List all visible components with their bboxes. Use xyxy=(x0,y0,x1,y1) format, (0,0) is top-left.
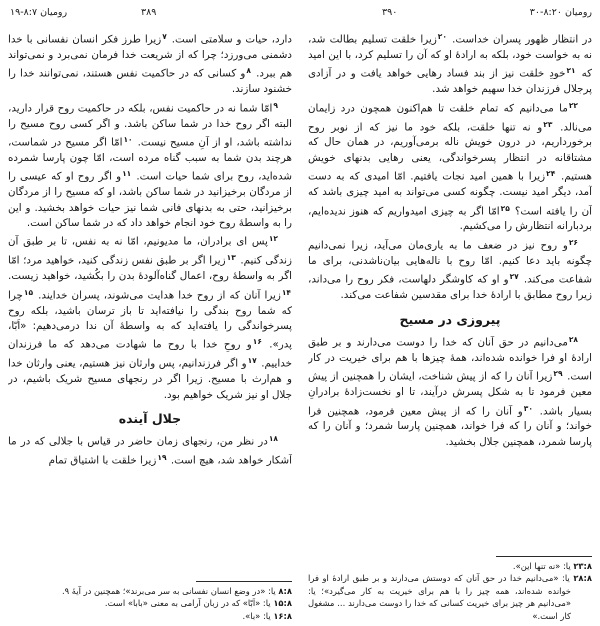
scripture-paragraph: $^{۱۸}$در نظر من، رنجهای زمان حاضر در قیاس با جلالی که در ما آشکار خواهد شد، هیچ است. $^{۱۹}$زیرا خلقت با اشتیاق تمام xyxy=(8,434,292,467)
scripture-paragraph: دارد، حیات و سلامتی است. $^۷$زیرا طرز فکر انسان نفسانی با خدا دشمنی می‌ورزد؛ چرا که از شریعت خدا فرمان نمی‌برد و نمی‌تواند هم ببرد. $^۸$و کسانی که در حاکمیت نفس هستند، نمی‌توانند خدا را خشنود سازند. xyxy=(8,32,292,96)
verse-number: ۱۴ xyxy=(281,287,291,297)
footnote: ۸:۸ یا: «در وضع انسان نفسانی به سر می‌برند»؛ همچنین در آیۀ ۹. xyxy=(61,585,292,596)
footnote-reference: ۲۸:۸ xyxy=(573,573,592,584)
verse-number: ۱۳ xyxy=(226,253,236,263)
verse-number: ۷ xyxy=(162,32,167,41)
verse-number: ۱۵ xyxy=(23,287,34,297)
scripture-paragraph: $^{۱۲}$پس ای برادران، ما مدیونیم، امّا نه به نفس، تا بر طبق آن زندگی کنیم. $^{۱۳}$زیرا اگر بر طبق نفس زندگی کنید، خواهید مرد؛ امّا اگر به واسطۀ روح، اعمال گناه‌آلودۀ بدن را بکُشید، خواهید زیست. $^{۱۴}$زیرا آنان که از روح خدا هدایت می‌شوند، پسران خدایند. $^{۱۵}$چرا که شما روح بندگی را نیافته‌اید تا باز ترسان باشید، بلکه روح پسرخواندگی را یافته‌اید که به واسطۀ آن ندا درمی‌دهیم: «اَبّا، پدر». $^{۱۶}$و روحِ خدا با روح ما شهادت می‌دهد که ما فرزندان خداییم. $^{۱۷}$و اگر فرزندانیم، پس وارثان نیز هستیم، یعنی وارثان خدا و هم‌ارث با مسیح. زیرا اگر در رنجهای مسیح شریک باشیم، در جلال او نیز شریک خواهیم بود. xyxy=(8,234,292,401)
verse-number: ۱۲ xyxy=(268,234,278,244)
verse-number: ۱۶ xyxy=(252,337,262,347)
verse-number: ۸ xyxy=(246,66,251,76)
verse-number: ۲۵ xyxy=(500,203,510,213)
verse-number: ۱۷ xyxy=(247,356,257,366)
section-heading: پیروزی در مسیح xyxy=(399,311,501,327)
footnote-reference: ۱۶:۸ xyxy=(273,610,292,621)
footnote-reference: ۲۳:۸ xyxy=(573,560,592,571)
verse-number: ۲۳ xyxy=(543,119,553,129)
running-head-right-reference: رومیان ۸:۲۰-۳۰ xyxy=(529,7,592,18)
left-page-column xyxy=(8,29,292,622)
page-number-left: ۳۸۹ xyxy=(141,7,157,18)
scripture-paragraph: $^{۲۲}$ما می‌دانیم که تمام خلقت تا هم‌اکنون همچون درد زایمان می‌نالد. $^{۲۳}$و نه تنها خلقت، بلکه خود ما نیز که از نوبر روح برخورداریم، در درون خویش ناله برمی‌آوریم، در همان حال که مشتاقانه در انتظار پسرخواندگی، یعنی رهایی بدنهای خویش هستیم. $^{۲۴}$زیرا با همین امید نجات یافتیم. امّا امیدی که به دست آمد، دیگر امید نیست. چگونه کسی می‌تواند به امید چیزی باشد که آن را یافته است؟ $^{۲۵}$امّا اگر به چیزی امیدواریم که هنوز ندیده‌ایم، بردبارانه انتظارش را می‌کشیم. xyxy=(308,100,592,233)
footnote: ۱۵:۸ یا: «اَبّا» که در زبان آرامی به معنی «بابا» است. xyxy=(104,598,292,609)
right-column-scripture-text xyxy=(308,29,592,450)
scripture-paragraph: در انتظار ظهور پسران خداست. $^{۲۰}$زیرا خلقت تسلیم بطالت شد، نه به خواست خود، بلکه به ارادۀ او که آن را تسلیم کرد، با این امید که $^{۲۱}$خودِ خلقت نیز از بند فساد رهایی خواهد یافت و در آزادی پرجلال فرزندان خدا سهیم خواهد شد. xyxy=(308,32,592,96)
footnote-reference: ۸:۸ xyxy=(278,585,292,596)
footnote: ۲۳:۸ یا: «نه تنها این». xyxy=(512,560,592,571)
page-number-right: ۳۹۰ xyxy=(382,7,398,18)
verse-number: ۱۰ xyxy=(123,134,133,144)
right-page-column xyxy=(308,29,592,622)
footnote-reference: ۱۵:۸ xyxy=(273,598,292,609)
footnote-list xyxy=(8,585,292,622)
scripture-paragraph: $^۹$امّا شما نه در حاکمیت نفس، بلکه در حاکمیت روح قرار دارید، البته اگر روح خدا در شما ساکن باشد. و اگر کسی روح مسیح را نداشته باشد، او از آنِ مسیح نیست. $^{۱۰}$امّا اگر مسیح در شماست، هرچند بدن شما به سبب گناه مرده است، امّا چون پارسا شمرده شده‌اید، روح برای شما حیات است. $^{۱۱}$و اگر روح او که عیسی را از مردگان برخیزانید در شما ساکن باشد، او که مسیح را از مردگان برخیزانید، حتی به بدنهای فانی شما نیز حیات خواهد بخشید. و این را به واسطۀ روح خود انجام خواهد داد که در شما ساکن است. xyxy=(8,100,292,229)
verse-number: ۲۸ xyxy=(568,334,578,344)
footnote: ۲۸:۸ یا: «می‌دانیم خدا در حق آنان که دوستش می‌دارند و بر طبق ارادۀ او فرا خوانده شده‌اند، همه چیز را با هم برای خیریت به کار می‌گیرد»؛ یا: «می‌دانیم هر چیز برای خیریت کسانی که خدا را دوست می‌دارند ... مشغول کار است.» xyxy=(308,573,592,621)
verse-number: ۱۱ xyxy=(122,169,132,179)
footnote-separator-rule xyxy=(196,581,292,582)
verse-number: ۲۱ xyxy=(566,66,576,76)
scripture-paragraph: $^{۲۸}$می‌دانیم در حق آنان که خدا را دوست می‌دارند و بر طبق ارادۀ او فرا خوانده شده‌اند، همۀ چیزها با هم برای خیریت در کار است. $^{۲۹}$زیرا آنان را که از پیش شناخت، ایشان را همچنین از پیش معین فرمود تا به شکل پسرش درآیند، تا او نخست‌زادۀ برادرانِ بسیار باشد. $^{۳۰}$و آنان را که از پیش معین فرمود، همچنین فرا خواند؛ و آنان را که فرا خواند، همچنین پارسا شمرد؛ و آنان را که پارسا شمرد، همچنین جلال بخشید. xyxy=(308,334,592,448)
verse-number: ۳۰ xyxy=(523,403,533,413)
verse-number: ۱۸ xyxy=(268,434,278,444)
verse-number: ۹ xyxy=(273,100,278,110)
section-heading: جلال آینده xyxy=(118,410,182,426)
verse-number: ۲۲ xyxy=(568,100,578,110)
left-column-scripture-text xyxy=(8,29,292,469)
right-column-footnotes xyxy=(308,556,592,622)
running-head-left-reference: رومیان ۸:۷-۱۹ xyxy=(10,7,68,18)
left-column-footnotes xyxy=(8,581,292,622)
verse-number: ۲۰ xyxy=(437,32,447,41)
footnote-list xyxy=(308,560,592,622)
verse-number: ۲۹ xyxy=(553,369,563,379)
verse-number: ۲۷ xyxy=(509,272,519,282)
verse-number: ۲۴ xyxy=(546,169,556,179)
footnote-separator-rule xyxy=(496,556,592,557)
verse-number: ۱۹ xyxy=(157,453,167,463)
verse-number: ۲۶ xyxy=(568,237,578,247)
footnote: ۱۶:۸ یا: «با». xyxy=(242,610,292,621)
scripture-paragraph: $^{۲۶}$و روح نیز در ضعف ما به یاری‌مان می‌آید، زیرا نمی‌دانیم چگونه باید دعا کنیم. امّا روح با ناله‌هایی بیان‌ناشدنی، برای ما شفاعت می‌کند. $^{۲۷}$و او که کاوشگر دلهاست، فکر روح را می‌داند، زیرا روح مطابق با ارادۀ خدا برای مقدسین شفاعت می‌کند. xyxy=(308,237,592,302)
